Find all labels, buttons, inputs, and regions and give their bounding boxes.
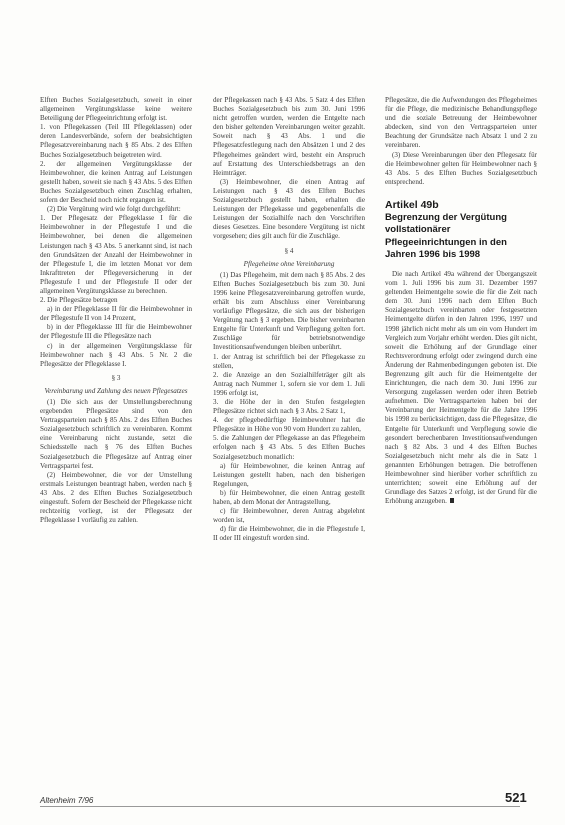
list-item: 1. Der Pflegesatz der Pflegeklasse I für die Heimbewohner in der Pflegestufe I und die Heimbewohner, bei denen die allgemeinen Leistungen nach § 43 Abs. 5 anerkannt sind, ist nach den Grundsätzen der Anzahl der Heimbewohner in der Pflegestufe I, die im letzten Monat vor dem Inkrafttreten der Pflegeversicherung in der Pflegestufe I und der Pflegestufe II oder der allgemeinen Vergütungsklasse zu berechnen. (40, 214, 192, 295)
list-item: c) in der allgemeinen Vergütungsklasse für Heimbewohner nach § 43 Abs. 5 Nr. 2 die Pflegesätze der Pflegeklasse I. (40, 341, 192, 368)
section-title: Vereinbarung und Zahlung des neuen Pflegesatzes (44, 386, 188, 395)
list-item: 1. der Antrag ist schriftlich bei der Pflegekasse zu stellen, (213, 352, 365, 370)
paragraph-text: Die nach Artikel 49a während der Übergangszeit vom 1. Juli 1996 bis zum 31. Dezember 1997 geltenden Heimentgelte sowie die für die Zeit nach dem 30. Juni 1996 nach dem Elften Buch Sozialgesetzbuch vereinbarten oder festgesetzten Heimentgelte dürfen in den Jahren 1996, 1997 und 1998 jährlich nicht mehr als um ein vom Hundert im Vergleich zum Vorjahr erhöht werden. Dies gilt nicht, soweit die Erhöhung auf der Grundlage einer Rechtsverordnung erfolgt oder zwingend durch eine Änderung der Rahmenbedingungen geboten ist. Die Begrenzung gilt auch für die Heimentgelte der Einrichtungen, die nach dem 30. Juni 1996 zur Versorgung zugelassen werden oder ihren Betrieb aufnehmen. Die Vertragsparteien haben bei der Vereinbarung der Heimentgelte für die Jahre 1996 bis 1998 zu berücksichtigen, dass die Pflegesätze, die Entgelte für Unterkunft und Verpflegung sowie die gesondert berechenbaren Investitionsaufwendungen nach § 82 Abs. 3 und 4 des Elften Buches Sozialgesetzbuch nicht mehr als die in Satz 1 genannten Erhöhungen betragen. Die betroffenen Heimbewohner sind hierüber vorher schriftlich zu unterrichten; soweit eine Erhöhung auf der Grundlage des Satzes 2 erfolgt, ist der Grund für die Erhöhung anzugeben. (385, 269, 537, 506)
text-column-right (385, 96, 537, 506)
paragraph: (2) Die Vergütung wird wie folgt durchgeführt: (47, 205, 181, 214)
list-item: c) für Heimbewohner, deren Antrag abgelehnt worden ist, (213, 507, 365, 525)
section-title: Pflegeheime ohne Vereinbarung (243, 259, 335, 268)
article-number: Artikel 49b (385, 198, 439, 211)
paragraph: (3) Diese Vereinbarungen über den Pflegesatz für die Heimbewohner gelten für Heimbewohner nach § 43 Abs. 5 des Elften Buches Sozialgesetzbuch entsprechend. (385, 150, 537, 186)
text-column-left (40, 96, 192, 525)
list-item: b) in der Pflegeklasse III für die Heimbewohner der Pflegestufe III die Pflegesätze nach (40, 323, 192, 341)
list-item: a) für Heimbewohner, die keinen Antrag auf Leistungen gestellt haben, nach den bisherigen Regelungen, (213, 461, 365, 488)
list-item: d) für die Heimbewohner, die in die Pflegestufe I, II oder III eingestuft worden sind. (213, 525, 365, 543)
list-item: a) in der Pflegeklasse II für die Heimbewohner in der Pflegestufe II von 14 Prozent, (40, 305, 192, 323)
paragraph: (3) Heimbewohner, die einen Antrag auf Leistungen nach § 43 des Elften Buches Sozialgesetzbuch gestellt haben, erhalten die Leistungen der Pflegekasse und gegebenenfalls die Leistungen der Sozialhilfe nach den Vorschriften dieses Gesetzes. Eine besondere Vergütung ist nicht vorgesehen; dies gilt auch für die Zuschläge. (213, 177, 365, 241)
section-number: § 3 (111, 373, 121, 382)
paragraph: (2) Heimbewohner, die vor der Umstellung erstmals Leistungen beantragt haben, werden nach § 43 Abs. 2 des Elften Buches Sozialgesetzbuch eingestuft. Sofern der Bescheid der Pflegekasse nicht rechtzeitig vorliegt, ist der Pflegesatz der Pflegeklasse I vorläufig zu zahlen. (40, 470, 192, 525)
list-item: 3. die Höhe der in den Stufen festgelegten Pflegesätze richtet sich nach § 3 Abs. 2 Satz 1, (213, 398, 365, 416)
article-heading (385, 199, 537, 262)
list-item: 1. von Pflegekassen (Teil III Pflegeklassen) oder deren Landesverbände, sofern der beabsichtigten Pflegesatzvereinbarung nach § 85 Abs. 2 des Elften Buches Sozialgesetzbuch beigetreten wird. (40, 123, 192, 159)
publication-name: Altenheim 7/96 (40, 796, 94, 805)
paragraph: (1) Das Pflegeheim, mit dem nach § 85 Abs. 2 des Elften Buches Sozialgesetzbuch bis zum 30. Juni 1996 keine Pflegesatzvereinbarung getroffen wurde, erhält bis zum Abschluss einer Vereinbarung vorläufige Pflegesätze, die sich aus der bisherigen Vergütung nach § 3 ergeben. Die bisher vereinbarten Entgelte für Unterkunft und Verpflegung gelten fort. Zuschläge für betriebsnotwendige Investitionsaufwendungen bleiben unberührt. (213, 270, 365, 352)
list-item: 2. die Anzeige an den Sozialhilfeträger gilt als Antrag nach Nummer 1, sofern sie vor dem 1. Juli 1996 erfolgt ist, (213, 370, 365, 397)
list-item: 4. der pflegebedürftige Heimbewohner hat die Pflegesätze in Höhe von 90 vom Hundert zu zahlen, (213, 416, 365, 434)
paragraph: Elften Buches Sozialgesetzbuch, soweit in einer allgemeinen Vergütungsklasse keine weitere Beteiligung der Pflegeeinrichtung erfolgt ist. (40, 96, 192, 123)
article-title: Begrenzung der Vergütung vollstationärer Pflegeeinrichtungen in den Jahren 1996 bis 1998 (385, 211, 507, 261)
text-column-middle (213, 96, 365, 544)
paragraph (385, 270, 537, 506)
page-number: 521 (505, 790, 527, 805)
footer-divider (40, 806, 520, 807)
list-item: 2. Die Pflegesätze betragen (40, 296, 118, 305)
list-item: b) für Heimbewohner, die einen Antrag gestellt haben, ab dem Monat der Antragstellung, (213, 488, 365, 507)
list-item: 5. die Zahlungen der Pflegekasse an das Pflegeheim erfolgen nach § 43 Abs. 5 des Elften Buches Sozialgesetzbuch monatlich: (213, 434, 365, 461)
paragraph: der Pflegekassen nach § 43 Abs. 5 Satz 4 des Elften Buches Sozialgesetzbuch bis zum 30. Juni 1996 nicht getroffen wurden, werden die Entgelte nach den bisher geltenden Vereinbarungen weiter gezahlt. Soweit nach § 43 Abs. 1 und die Pflegesatzfestlegung nach den Absätzen 1 und 2 des Pflegeheimes geändert wird, besteht ein Anspruch auf Erstattung des Unterschiedsbetrags an den Heimträger. (213, 96, 365, 177)
end-mark-icon (450, 498, 454, 503)
list-item: 2. der allgemeinen Vergütungsklasse der Heimbewohner, die keinen Antrag auf Leistungen gestellt haben, soweit sie nach § 43 Abs. 5 des Elften Buches Sozialgesetzbuch einen Zuschlag erhalten, sofern der Bescheid noch nicht ergangen ist. (40, 159, 192, 205)
section-number: § 4 (284, 246, 294, 255)
paragraph: (1) Die sich aus der Umstellungsberechnung ergebenden Pflegesätze sind von den Vertragsparteien nach § 85 Abs. 2 des Elften Buches Sozialgesetzbuch schriftlich zu vereinbaren. Kommt eine Vereinbarung nicht zustande, setzt die Schiedsstelle nach § 76 des Elften Buches Sozialgesetzbuch die Pflegesätze auf Antrag einer Vertragspartei fest. (40, 398, 192, 470)
paragraph: Pflegesätze, die die Aufwendungen des Pflegeheimes für die Pflege, die medizinische Behandlungspflege und die soziale Betreuung der Heimbewohner abdecken, sind von den Vertragsparteien unter Beachtung der Grundsätze nach Absatz 1 und 2 zu vereinbaren. (385, 96, 537, 150)
